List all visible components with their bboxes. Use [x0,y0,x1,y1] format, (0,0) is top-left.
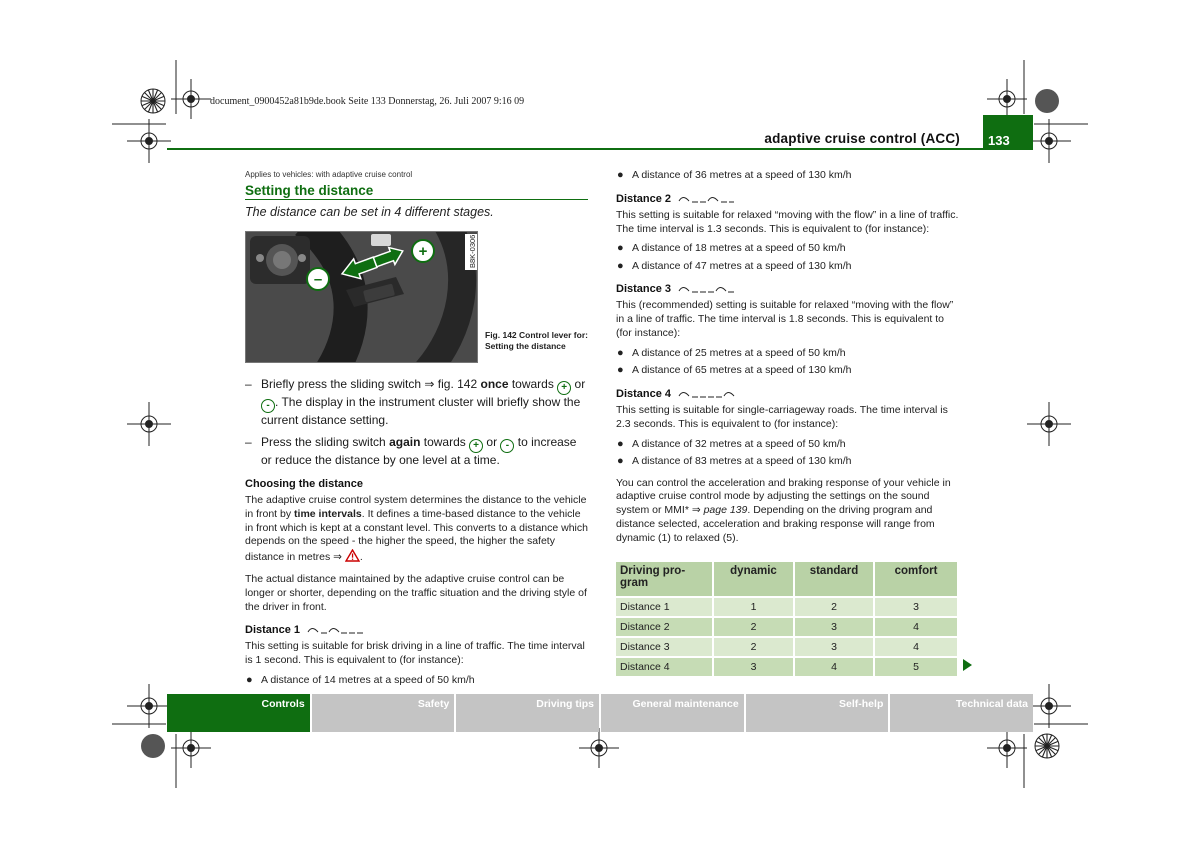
instruction-step: – Briefly press the sliding switch ⇒ fig. 142 once towards + or - . The display in the instrument cluster will briefly show the current distance setting. [245,377,586,427]
choosing-paragraph: The adaptive cruise control system determines the distance to the vehicle in front by time intervals. It defines a time-based distance to the vehicle in front which is kept at a constant level. This converts to a distance which depends on the speed - the higher the speed, the higher the safety distance in metres ⇒ . [245,494,588,564]
distance-4-heading: Distance 4 [616,388,961,400]
warning-triangle-icon[interactable] [345,549,360,562]
actual-distance-paragraph: The actual distance maintained by the adaptive cruise control can be longer or shorter, depending on the traffic situation and the driving style of the driver in front. [245,572,587,613]
table-cell: Distance 3 [616,638,712,656]
control-response-paragraph: You can control the acceleration and braking response of your vehicle in adaptive cruise control mode by adjusting the settings on the sound system or MMI* ⇒ page 139. Depending on the driving program and distance selected, acceleration and braking response will range from dynamic (1) to relaxed (5). [616,476,951,544]
distance-3-heading: Distance 3 [616,283,961,295]
figure-142 [245,231,588,363]
distance-2-text: This setting is suitable for relaxed “moving with the flow” in a line of traffic. The time interval is 1.3 seconds. This is equivalent to (for instance): [616,208,959,235]
distance-2-heading: Distance 2 [616,193,961,205]
instruction-step: – Press the sliding switch again towards + or - to increase or reduce the distance by one level at a time. [245,434,577,467]
table-cell: 4 [875,638,957,656]
table-cell: 3 [714,658,793,676]
distance-1-heading: Distance 1 [245,624,588,636]
table-cell: Distance 4 [616,658,712,676]
distance-3-text: This (recommended) setting is suitable for relaxed “moving with the flow” in a line of traffic. The time interval is 1.8 seconds. This is equivalent to (for instance): [616,299,954,340]
footer-nav [167,694,1033,732]
distance-4-bullet: ● A distance of 83 metres at a speed of 130 km/h [617,454,852,467]
distance-1-bullet: ● A distance of 14 metres at a speed of 50 km/h [246,673,475,686]
distance-1-car-icon [306,624,364,634]
table-row [616,618,957,636]
page-number: 133 [983,115,1033,149]
footer-tab-self-help[interactable]: Self-help [746,694,889,732]
plus-symbol: + [469,439,483,453]
table-cell: 3 [875,598,957,616]
left-column [245,170,588,691]
minus-symbol: - [500,439,514,453]
next-page-arrow-icon[interactable] [963,659,972,671]
table-cell: 3 [795,618,873,636]
distance-3-car-icon [677,283,735,293]
table-cell: 4 [875,618,957,636]
footer-tab-driving-tips[interactable]: Driving tips [456,694,599,732]
table-cell: 2 [714,618,793,636]
table-row [616,638,957,656]
plus-symbol: + [557,381,571,395]
table-cell: Distance 1 [616,598,712,616]
table-cell: 5 [875,658,957,676]
chapter-title: adaptive cruise control (ACC) [764,131,960,146]
footer-tab-general-maintenance[interactable]: General maintenance [601,694,744,732]
distance-3-bullet: ● A distance of 25 metres at a speed of 50 km/h [617,346,846,359]
table-header-row [616,562,957,596]
figure-code: B8K-0306 [468,234,477,268]
right-column [616,169,961,678]
table-row [616,658,957,676]
choosing-distance-heading: Choosing the distance [245,478,363,490]
distance-1-text: This setting is suitable for brisk driving in a line of traffic. The time interval is 1 second. This is equivalent to (for instance): [245,640,585,667]
driving-program-table [614,560,959,678]
table-cell: 3 [795,638,873,656]
page-139-link[interactable]: page 139 [703,504,748,517]
table-cell: 4 [795,658,873,676]
section-title: Setting the distance [245,183,588,200]
header-rule [167,148,1033,150]
minus-symbol: - [261,399,275,413]
carryover-bullet: ● A distance of 36 metres at a speed of 130 km/h [617,169,852,181]
section-intro: The distance can be set in 4 different stages. [245,205,494,219]
control-lever-photo [245,231,478,363]
table-header-cell: standard [795,562,873,596]
distance-2-car-icon [677,193,735,203]
table-header-cell: Driving pro- gram [616,562,712,596]
table-row [616,598,957,616]
distance-2-bullet: ● A distance of 18 metres at a speed of 50 km/h [617,242,846,255]
table-cell: Distance 2 [616,618,712,636]
distance-2-bullet: ● A distance of 47 metres at a speed of 130 km/h [617,259,852,272]
table-cell: 2 [714,638,793,656]
distance-4-car-icon [677,388,735,398]
distance-3-bullet: ● A distance of 65 metres at a speed of 130 km/h [617,364,852,377]
applies-to-note: Applies to vehicles: with adaptive cruise control [245,170,413,179]
minus-badge-label: – [313,271,323,288]
distance-4-bullet: ● A distance of 32 metres at a speed of 50 km/h [617,437,846,450]
table-header-cell: dynamic [714,562,793,596]
footer-tab-controls[interactable]: Controls [167,694,310,732]
footer-tab-technical-data[interactable]: Technical data [890,694,1033,732]
table-cell: 1 [714,598,793,616]
plus-badge-label: + [418,243,428,260]
figure-caption: Fig. 142 Control lever for: Setting the distance [485,330,588,351]
table-header-cell: comfort [875,562,957,596]
print-doc-header: document_0900452a81b9de.book Seite 133 Donnerstag, 26. Juli 2007 9:16 09 [210,96,525,107]
distance-4-text: This setting is suitable for single-carriageway roads. The time interval is 2.3 seconds. This is equivalent to (for instance): [616,403,948,430]
table-cell: 2 [795,598,873,616]
footer-tab-safety[interactable]: Safety [312,694,455,732]
